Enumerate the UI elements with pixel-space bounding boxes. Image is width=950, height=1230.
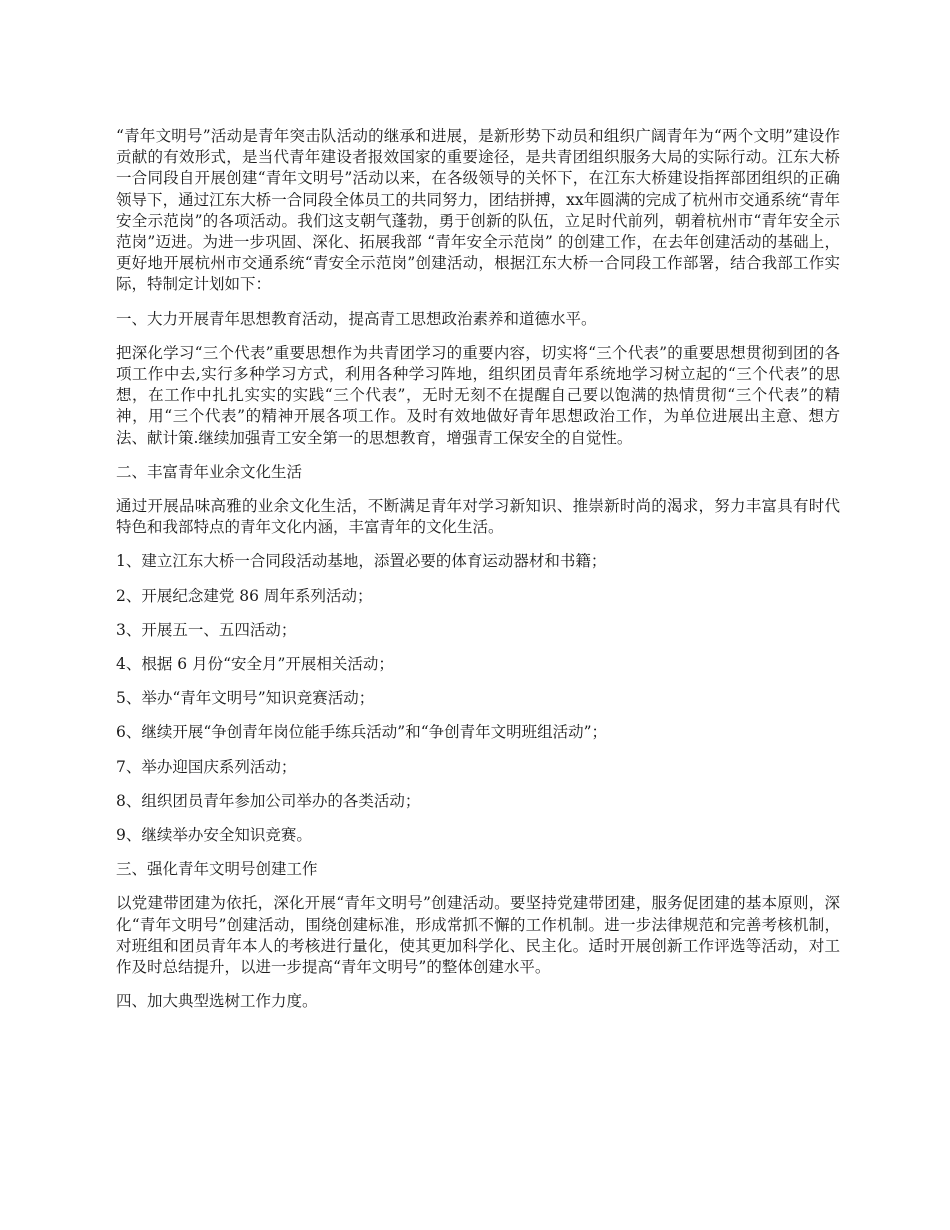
section-2-heading: 二、丰富青年业余文化生活	[116, 462, 303, 481]
list-item: 4、根据 6 月份“安全月”开展相关活动；	[116, 655, 394, 674]
section-3-heading: 三、强化青年文明号创建工作	[116, 860, 318, 879]
list-item: 1、建立江东大桥一合同段活动基地，添置必要的体育运动器材和书籍；	[116, 552, 607, 571]
list-item: 5、举办“青年文明号”知识竞赛活动；	[116, 689, 375, 708]
list-item: 7、举办迎国庆系列活动；	[116, 757, 297, 776]
document-page	[116, 126, 840, 1013]
section-1-heading: 一、大力开展青年思想教育活动，提高青工思想政治素养和道德水平。	[116, 309, 597, 328]
section-1-paragraph: 把深化学习“三个代表”重要思想作为共青团学习的重要内容，切实将“三个代表”的重要思想贯彻到团的各项工作中去,实行多种学习方式，利用各种学习阵地，组织团员青年系统地学习树立起的“三个代表”的思想，在工作中扎扎实实的实践“三个代表”，无时无刻不在提醒自己要以饱满的热情贯彻“三个代表”的精神，用“三个代表”的精神开展各项工作。及时有效地做好青年思想政治工作，为单位进展出主意、想方法、献计策.继续加强青工安全第一的思想教育，增强青工保安全的自觉性。	[116, 343, 840, 447]
section-3-paragraph: 以党建带团建为依托，深化开展“青年文明号”创建活动。要坚持党建带团建，服务促团建的基本原则，深化“青年文明号”创建活动，围绕创建标准，形成常抓不懈的工作机制。进一步法律规范和完善考核机制，对班组和团员青年本人的考核进行量化，使其更加科学化、民主化。适时开展创新工作评选等活动，对工作及时总结提升，以进一步提高“青年文明号”的整体创建水平。	[116, 894, 840, 977]
section-4-heading: 四、加大典型选树工作力度。	[116, 992, 318, 1011]
list-item: 8、组织团员青年参加公司举办的各类活动；	[116, 791, 421, 810]
list-item: 9、继续举办安全知识竞赛。	[116, 826, 312, 845]
section-2-paragraph: 通过开展品味高雅的业余文化生活，不断满足青年对学习新知识、推崇新时尚的渴求，努力丰富具有时代特色和我部特点的青年文化内涵，丰富青年的文化生活。	[116, 497, 840, 537]
list-item: 6、继续开展“争创青年岗位能手练兵活动”和“争创青年文明班组活动”；	[116, 723, 608, 742]
intro-paragraph: “青年文明号”活动是青年突击队活动的继承和进展，是新形势下动员和组织广阔青年为“两个文明”建设作贡献的有效形式，是当代青年建设者报效国家的重要途径，是共青团组织服务大局的实际行动。江东大桥一合同段自开展创建“青年文明号”活动以来，在各级领导的关怀下，在江东大桥建设指挥部团组织的正确领导下，通过江东大桥一合同段全体员工的共同努力，团结拼搏，xx年圆满的完成了杭州市交通系统“青年安全示范岗”的各项活动。我们这支朝气蓬勃，勇于创新的队伍，立足时代前列，朝着杭州市“青年安全示范岗”迈进。为进一步巩固、深化、拓展我部 “青年安全示范岗” 的创建工作，在去年创建活动的基础上，更好地开展杭州市交通系统“青安全示范岗”创建活动，根据江东大桥一合同段工作部署，结合我部工作实际，特制定计划如下：	[116, 127, 840, 294]
list-item: 2、开展纪念建党 86 周年系列活动；	[116, 586, 373, 605]
list-item: 3、开展五一、五四活动；	[116, 620, 297, 639]
